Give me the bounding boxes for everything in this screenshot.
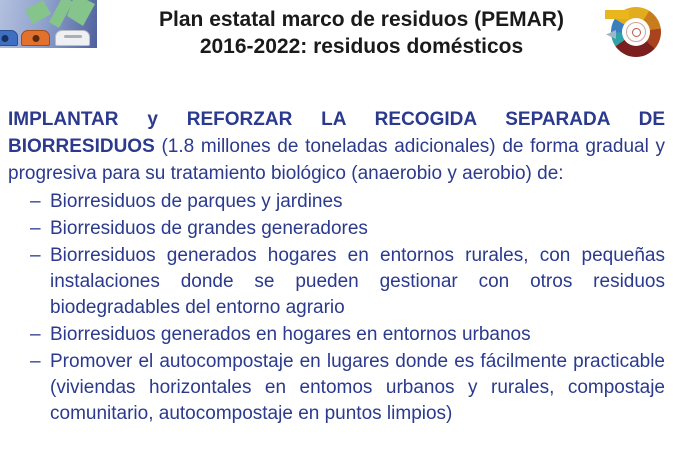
dash-bullet: –: [30, 351, 41, 372]
bullet-list: [8, 189, 665, 427]
dash-bullet: –: [30, 191, 41, 212]
slide-body: [8, 106, 665, 428]
title-line-2: 2016-2022: residuos domésticos: [199, 35, 524, 58]
white-container-icon: [55, 30, 90, 46]
list-item: [8, 189, 665, 215]
bullet-text: Biorresiduos generados en hogares en entornos urbanos: [50, 324, 531, 345]
bullet-text: Promover el autocompostaje en lugares donde es fácilmente practicable (viviendas horizontales en entomos urbanos y rurales, compostaje comunitario, autocompostaje en puntos limpios): [50, 351, 665, 424]
blue-container-icon: [0, 30, 18, 46]
bullet-text: Biorresiduos generados hogares en entornos rurales, con pequeñas instalaciones donde se pueden gestionar con otros residuos biodegradables del entorno agrario: [50, 245, 665, 318]
orange-container-icon: [21, 30, 50, 46]
dash-bullet: –: [30, 218, 41, 239]
ministry-circular-logo: [607, 5, 665, 61]
intro-paragraph: [8, 106, 665, 187]
intro-regular-text: (1.8 millones de toneladas adicionales) de forma gradual y progresiva para su tratamiento biológico (anaerobio y aerobio) de:: [8, 136, 665, 184]
list-item: [8, 243, 665, 321]
title-line-1: Plan estatal marco de residuos (PEMAR): [159, 8, 564, 31]
compass-emblem-icon: [626, 22, 646, 42]
intro-bold-text: IMPLANTAR y REFORZAR LA RECOGIDA SEPARADA DE BIORRESIDUOS: [8, 109, 665, 157]
list-item: [8, 216, 665, 242]
dash-bullet: –: [30, 324, 41, 345]
ring-center: [622, 18, 650, 46]
slide-title: [100, 6, 623, 60]
bullet-text: Biorresiduos de grandes generadores: [50, 218, 368, 239]
dash-bullet: –: [30, 245, 41, 266]
list-item: [8, 322, 665, 348]
recycle-containers-logo: [0, 0, 97, 48]
yellow-banner-icon: [605, 10, 629, 19]
list-item: [8, 349, 665, 427]
bullet-text: Biorresiduos de parques y jardines: [50, 191, 343, 212]
